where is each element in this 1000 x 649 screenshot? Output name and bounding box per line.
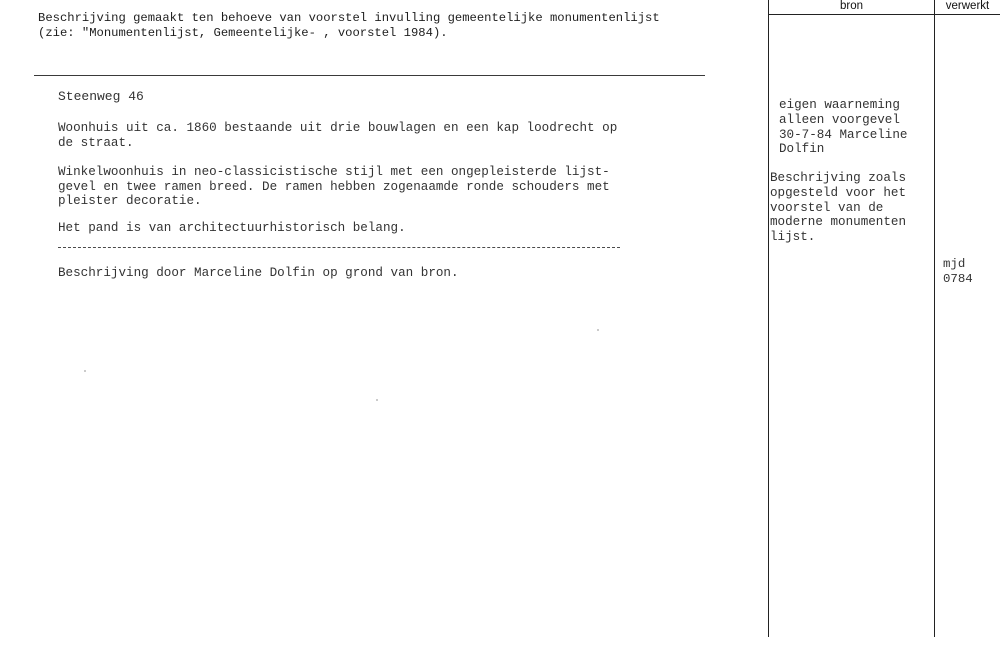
source-line: 30-7-84 Marceline bbox=[779, 127, 908, 142]
paragraph-significance: Het pand is van architectuurhistorisch belang. bbox=[58, 221, 406, 235]
dashed-divider bbox=[58, 247, 620, 248]
paragraph-line: Winkelwoonhuis in neo-classicistische stijl met een ongepleisterde lijst- bbox=[58, 165, 610, 179]
document-heading bbox=[38, 11, 660, 41]
heading-line-1: Beschrijving gemaakt ten behoeve van voorstel invulling gemeentelijke monumentenlijst bbox=[38, 11, 660, 25]
verwerkt-column-header: verwerkt bbox=[945, 0, 990, 12]
heading-line-2: (zie: "Monumentenlijst, Gemeentelijke- , voorstel 1984). bbox=[38, 26, 448, 40]
scan-speck bbox=[597, 329, 599, 331]
source-line: moderne monumenten bbox=[770, 215, 907, 230]
paragraph-line: pleister decoratie. bbox=[58, 194, 202, 209]
processed-code-line: 0784 bbox=[943, 271, 973, 286]
column-header-border bbox=[768, 14, 1000, 15]
heading-divider bbox=[34, 75, 705, 76]
paragraph-line: gevel en twee ramen breed. De ramen hebben zogenaamde ronde schouders met bbox=[58, 179, 610, 194]
processed-code bbox=[943, 257, 973, 286]
bron-column-header: bron bbox=[839, 0, 864, 12]
paragraph-house-history bbox=[58, 121, 617, 150]
source-note-observation bbox=[779, 98, 907, 157]
source-line: voorstel van de bbox=[770, 200, 884, 215]
source-line: Dolfin bbox=[779, 142, 825, 157]
source-line: lijst. bbox=[770, 230, 816, 245]
street-address: Steenweg 46 bbox=[58, 89, 144, 104]
paragraph-style-description bbox=[58, 165, 610, 209]
source-line: alleen voorgevel bbox=[779, 112, 900, 127]
processed-code-line: mjd bbox=[943, 257, 966, 271]
source-note-reference bbox=[770, 171, 906, 245]
source-line: eigen waarneming bbox=[779, 98, 900, 112]
paragraph-line: de straat. bbox=[58, 135, 134, 150]
scan-speck bbox=[376, 399, 378, 401]
scan-speck bbox=[84, 370, 86, 372]
source-line: opgesteld voor het bbox=[770, 185, 907, 200]
paragraph-line: Woonhuis uit ca. 1860 bestaande uit drie bouwlagen en een kap loodrecht op bbox=[58, 121, 618, 135]
verwerkt-column-border bbox=[934, 0, 935, 637]
source-line: Beschrijving zoals bbox=[770, 171, 907, 185]
description-author-line: Beschrijving door Marceline Dolfin op grond van bron. bbox=[58, 266, 459, 280]
bron-column-border bbox=[768, 0, 769, 637]
